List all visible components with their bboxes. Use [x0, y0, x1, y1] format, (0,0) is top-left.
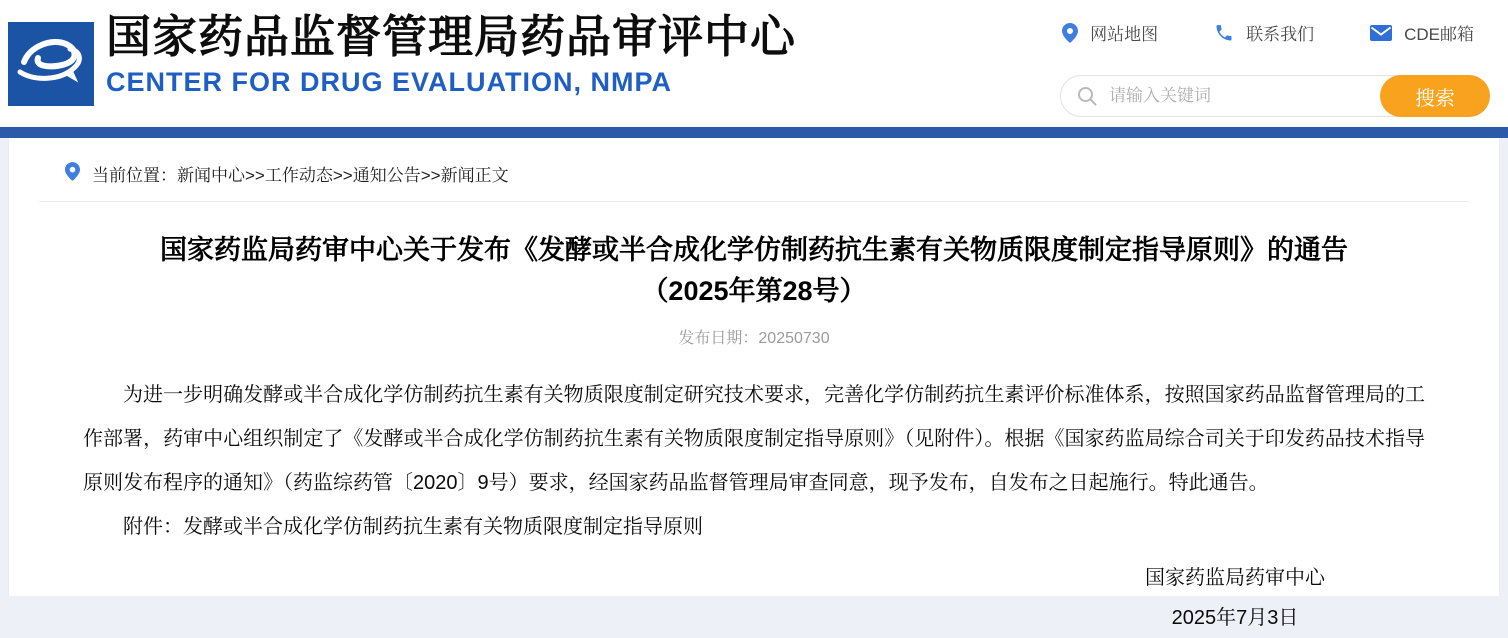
mail-icon — [1370, 25, 1392, 41]
search-bar — [1060, 75, 1490, 117]
sitemap-link-label: 网站地图 — [1090, 25, 1159, 44]
article-title-line2: （2025年第28号） — [641, 276, 867, 306]
breadcrumb-path[interactable]: 新闻中心>>工作动态>>通知公告>>新闻正文 — [177, 166, 509, 185]
attachment-link[interactable]: 发酵或半合成化学仿制药抗生素有关物质限度制定指导原则 — [183, 516, 703, 538]
header-divider-bar — [0, 127, 1508, 138]
contact-link[interactable] — [1214, 20, 1314, 45]
site-subtitle-en: CENTER FOR DRUG EVALUATION, NMPA — [106, 67, 672, 97]
location-pin-icon — [65, 162, 80, 186]
sitemap-link[interactable] — [1062, 20, 1158, 45]
breadcrumb — [39, 138, 1469, 202]
signature-date: 2025年7月3日 — [1171, 607, 1299, 629]
location-pin-icon — [1062, 23, 1078, 43]
breadcrumb-label: 当前位置： — [92, 166, 177, 185]
article-paragraph: 为进一步明确发酵或半合成化学仿制药抗生素有关物质限度制定研究技术要求，完善化学仿制药抗生素评价标准体系，按照国家药品监督管理局的工作部署，药审中心组织制定了《发酵或半合成化学仿制药抗生素有关物质限度制定指导原则》（见附件）。根据《国家药监局综合司关于印发药品技术指导原则发布程序的通知》（药监综药管〔2020〕9号）要求，经国家药品监督管理局审查同意，现予发布，自发布之日起施行。特此通告。 — [83, 384, 1425, 494]
publish-date-label: 发布日期： — [678, 330, 759, 347]
publish-date — [9, 325, 1499, 348]
contact-link-label: 联系我们 — [1246, 25, 1315, 44]
attachment-label: 附件： — [123, 516, 183, 538]
mailbox-link-label: CDE邮箱 — [1404, 25, 1474, 44]
phone-icon — [1214, 23, 1234, 43]
mailbox-link[interactable] — [1370, 20, 1474, 45]
signature-org: 国家药监局药审中心 — [1145, 567, 1325, 589]
search-icon — [1077, 86, 1097, 111]
site-title: 国家药品监督管理局药品审评中心 — [106, 11, 797, 62]
article-title — [65, 230, 1443, 312]
publish-date-value: 20250730 — [758, 330, 830, 347]
signature-block — [83, 558, 1425, 638]
article-title-line1: 国家药监局药审中心关于发布《发酵或半合成化学仿制药抗生素有关物质限度制定指导原则》的通告 — [160, 235, 1348, 265]
search-button[interactable]: 搜索 — [1380, 75, 1490, 117]
article-body — [9, 373, 1499, 638]
site-title-block — [106, 10, 796, 98]
attachment-line — [83, 505, 1425, 549]
cde-logo[interactable] — [8, 22, 94, 106]
swan-logo-icon — [8, 93, 94, 110]
header-top-links — [1062, 20, 1474, 45]
breadcrumb-text — [92, 161, 509, 186]
site-header — [0, 0, 1508, 127]
content-container — [8, 138, 1500, 629]
